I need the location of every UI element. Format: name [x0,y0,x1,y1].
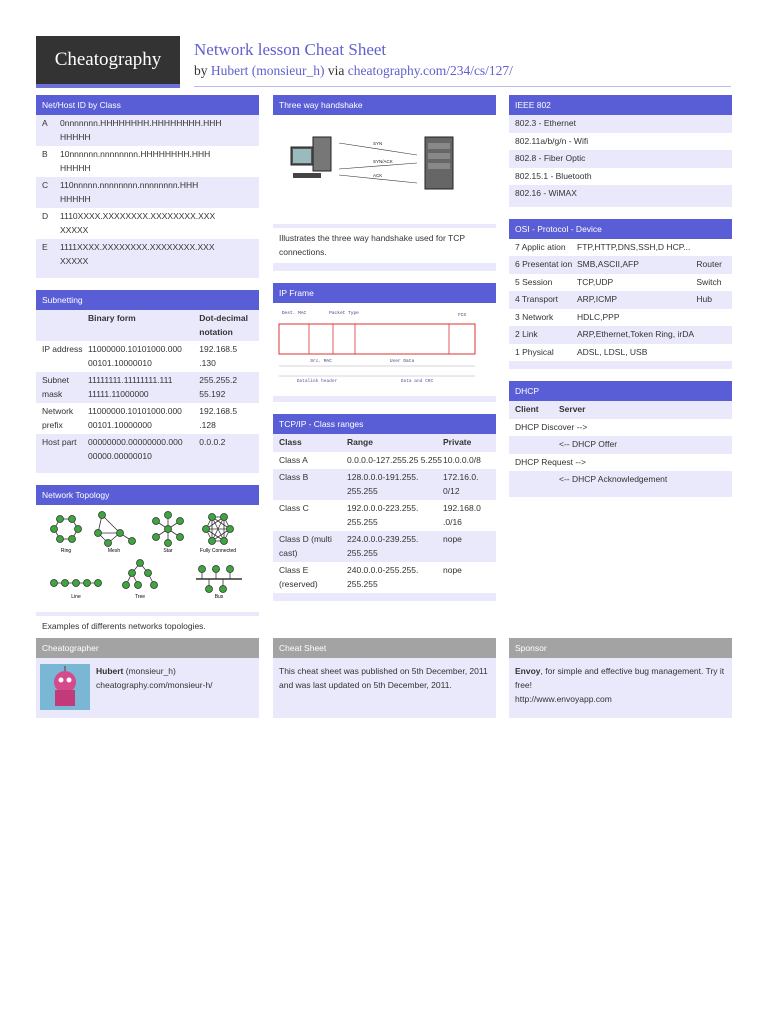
server-icon [425,137,453,189]
cell: 802.15.1 - Bluetooth [515,170,592,181]
label-star: Star [163,548,173,554]
logo-stripe [36,84,180,88]
dest-mac-label: Dest. MAC [281,311,307,316]
table-row [273,469,496,500]
table-row [36,208,259,239]
cell: 1 Physical [515,346,554,357]
cell: 00000000.00000000.000 00000.00000010 [88,437,183,461]
list-item [509,133,732,151]
cheatographer-box [36,638,259,730]
ipframe-box [273,283,496,402]
table-header-row [509,401,732,419]
row-key: C [42,180,49,190]
cheatographer-handle: (monsieur_h) [125,666,176,676]
row-key: E [42,242,48,252]
osi-box [509,219,732,370]
table-row [509,344,732,362]
cell: ARP,Ethernet,Token Ring, irDA [577,329,695,339]
cell: 10.0.0.0/8 [443,454,481,465]
cell: Class B [279,472,309,482]
table-row [509,454,732,472]
table-row [36,146,259,177]
label-tree: Tree [134,594,146,600]
handshake-graphic [277,119,492,215]
sponsor-name[interactable]: Envoy [515,666,541,676]
cell: nope [443,534,462,544]
synack-label: SYN/ACK [373,159,393,164]
cell: 192.0.0.0-223.255. 255.255 [347,503,419,527]
table-row [509,309,732,327]
list-item [509,115,732,133]
cell: 11111111.11111111.111 11111.11000000 [88,375,173,399]
label-fully-connected: Fully Connected [199,548,237,554]
row-value: 110nnnnn.nnnnnnnn.nnnnnnnn.HHH HHHHH [60,180,199,204]
box-foot [273,396,496,402]
row-value: 1111XXXX.XXXXXXXX.XXXXXXXX.XXX XXXXX [60,242,215,266]
topology-diagram [36,505,259,612]
header-cell: Binary form [88,313,136,323]
table-row [509,256,732,274]
ipframe-title: IP Frame [273,283,496,303]
table-row [36,434,259,465]
cell: 128.0.0.0-191.255. 255.255 [347,472,419,496]
cell: 192.168.5 .128 [199,406,238,430]
cell: Network prefix [42,406,74,430]
sponsor-text-block [509,658,732,712]
cell: nope [443,565,462,575]
cell: Subnet mask [42,375,69,399]
cell: 240.0.0.0-255.255. 255.255 [347,565,419,589]
box-foot [36,465,259,473]
cell: 192.168.5 .130 [199,344,238,368]
cell: IP address [42,344,83,354]
cell: Router [696,259,722,269]
row-value: 10nnnnnn.nnnnnnnn.HHHHHHHH.HHH HHHHH [60,149,211,173]
cell: HDLC,PPP [577,311,620,322]
handshake-diagram [273,115,496,224]
subnet-title: Subnetting [36,290,259,310]
netid-title: Net/Host ID by Class [36,95,259,115]
cell: Switch [696,276,722,287]
label-ring: Ring [60,548,72,554]
avatar[interactable] [40,664,90,710]
box-foot [36,270,259,278]
sheet-url-link[interactable]: cheatography.com/234/cs/127/ [347,63,513,78]
ieee-title: IEEE 802 [509,95,732,115]
dhcp-box [509,381,732,497]
sponsor-box [509,638,732,730]
cell: 802.8 - Fiber Optic [515,153,586,163]
cell: <-- DHCP Offer [559,439,618,449]
table-row [509,326,732,344]
handshake-box [273,95,496,271]
table-row [36,372,259,403]
table-row [509,471,732,489]
ack-label: ACK [373,173,383,178]
table-row [36,177,259,208]
header-cell: Dot-decimal notation [199,313,248,337]
header-rule [194,86,731,87]
cell: 3 Network [515,311,554,322]
datalink-header-label: Datalink header [296,379,338,384]
cell: <-- DHCP Acknowledgement [559,474,668,484]
header-cell: Server [559,404,586,414]
netid-box [36,95,259,278]
subnet-box [36,290,259,473]
topology-note: Examples of differents networks topologies. [36,616,259,638]
cell: 0.0.0.2 [199,437,226,447]
box-foot [509,489,732,497]
table-row [509,274,732,292]
cell: Hub [696,294,712,304]
cell: 6 Presentat ion [515,259,573,269]
cell: 255.255.2 55.192 [199,375,238,399]
box-foot [273,263,496,271]
fcs-label: FCS [457,313,467,318]
table-row [273,452,496,470]
tree-topology-icon [123,560,158,589]
client-computer-icon [291,137,331,178]
cell: 224.0.0.0-239.255. 255.255 [347,534,419,558]
cell: 172.16.0. 0/12 [443,472,479,496]
doc-byline [194,63,513,79]
line-topology-icon [51,580,102,587]
cell: 192.168.0 .0/16 [443,503,481,527]
cell: 2 Link [515,329,538,339]
cheatographer-name-line [96,664,213,678]
cell: ARP,ICMP [577,294,617,304]
cheatsheet-text: This cheat sheet was published on 5th December, 2011 and was last updated on 5th December, 2011. [279,666,488,690]
table-row [509,436,732,454]
label-line: Line [71,594,81,600]
column-1 [36,95,259,658]
data-crc-label: Data and CRC [400,379,434,384]
ieee-box [509,95,732,207]
cell: 4 Transport [515,294,558,304]
table-row [273,500,496,531]
cell: Class E (reserved) [279,565,318,589]
cell: FTP,HTTP,DNS,SSH,D HCP... [577,241,691,252]
box-foot [509,361,732,369]
bus-topology-icon [196,566,242,593]
cell: 802.16 - WiMAX [515,188,577,198]
src-mac-label: Src. MAC [310,359,332,364]
row-value: 0nnnnnnn.HHHHHHHH.HHHHHHHH.HHH HHHHH [60,118,222,142]
column-3 [509,95,732,509]
osi-title: OSI - Protocol - Device [509,219,732,239]
header-cell: Class [279,437,302,447]
table-row [36,115,259,146]
list-item [509,150,732,168]
handshake-title: Three way handshake [273,95,496,115]
header-cell: Range [347,437,373,447]
ipframe-graphic [277,306,492,388]
table-row [509,291,732,309]
list-item [509,185,732,203]
row-value: 1110XXXX.XXXXXXXX.XXXXXXXX.XXX XXXXX [60,211,216,235]
cheatsheet-title: Cheat Sheet [273,638,496,658]
box-foot [273,593,496,601]
row-key: A [42,118,48,128]
tcpip-box [273,414,496,601]
tcpip-title: TCP/IP - Class ranges [273,414,496,434]
cell: 802.11a/b/g/n - Wifi [515,135,589,146]
header-cell: Private [443,437,472,447]
via-word: via [327,63,345,78]
cheatographer-title: Cheatographer [36,638,259,658]
handshake-note: Illustrates the three way handshake used for TCP connections. [273,228,496,263]
cell: 11000000.10101000.000 00101.10000000 [88,406,182,430]
topology-graphic [40,507,255,605]
topology-box [36,485,259,646]
cell: ADSL, LDSL, USB [577,346,648,357]
cell [696,241,726,255]
fully-connected-topology-icon [203,514,234,545]
cell: DHCP Request --> [515,456,586,467]
column-2 [273,95,496,613]
table-header-row [36,310,259,341]
cheatsheet-info-box [273,638,496,730]
cell: SMB,ASCII,AFP [577,259,639,269]
cell: 5 Session [515,276,553,287]
ring-topology-icon [51,516,82,543]
cell [696,311,726,325]
table-header-row [273,434,496,452]
table-row [273,562,496,593]
sponsor-title: Sponsor [509,638,732,658]
cell: 0.0.0.0-127.255.25 5.255 [347,454,442,465]
table-row [509,239,732,257]
label-mesh: Mesh [107,548,121,554]
cell: 802.3 - Ethernet [515,118,576,128]
title-block [194,40,513,79]
sponsor-text: , for simple and effective bug management. Try it free! [515,666,725,690]
cell [696,346,726,360]
doc-title: Network lesson Cheat Sheet [194,40,387,59]
cell: 11000000.10101000.000 00101.10000010 [88,344,182,368]
cheatographer-name[interactable]: Hubert [96,666,124,676]
cell: TCP,UDP [577,276,614,287]
star-topology-icon [153,512,184,547]
table-row [36,239,259,270]
cell: Class A [279,454,308,465]
topology-title: Network Topology [36,485,259,505]
robot-avatar-icon [40,664,90,710]
by-word: by [194,63,208,78]
table-row [36,341,259,372]
cell: DHCP Discover --> [515,421,588,432]
sponsor-url[interactable]: http://www.envoyapp.com [515,694,612,704]
list-item [509,168,732,186]
cell: Host part [42,437,77,447]
ipframe-diagram [273,303,496,396]
header-cell: Client [515,404,539,414]
packet-type-label: Packet Type [329,311,359,316]
mesh-topology-icon [95,512,136,547]
cell: Class D (multi cast) [279,534,332,558]
dhcp-title: DHCP [509,381,732,401]
row-key: B [42,149,48,159]
box-foot [509,203,732,207]
header-cell [42,312,88,339]
syn-label: SYN [373,141,383,146]
author-link[interactable]: Hubert (monsieur_h) [210,63,325,78]
user-data-label: User Data [389,359,415,364]
table-row [273,531,496,562]
cell: Class C [279,503,309,513]
table-row [509,419,732,437]
label-bus: Bus [214,594,224,600]
row-key: D [42,211,49,221]
logo[interactable]: Cheatography [36,36,180,84]
cheatographer-url[interactable]: cheatography.com/monsieur-h/ [96,680,213,690]
table-row [36,403,259,434]
cell [696,328,726,342]
cell: 7 Applic ation [515,241,566,252]
